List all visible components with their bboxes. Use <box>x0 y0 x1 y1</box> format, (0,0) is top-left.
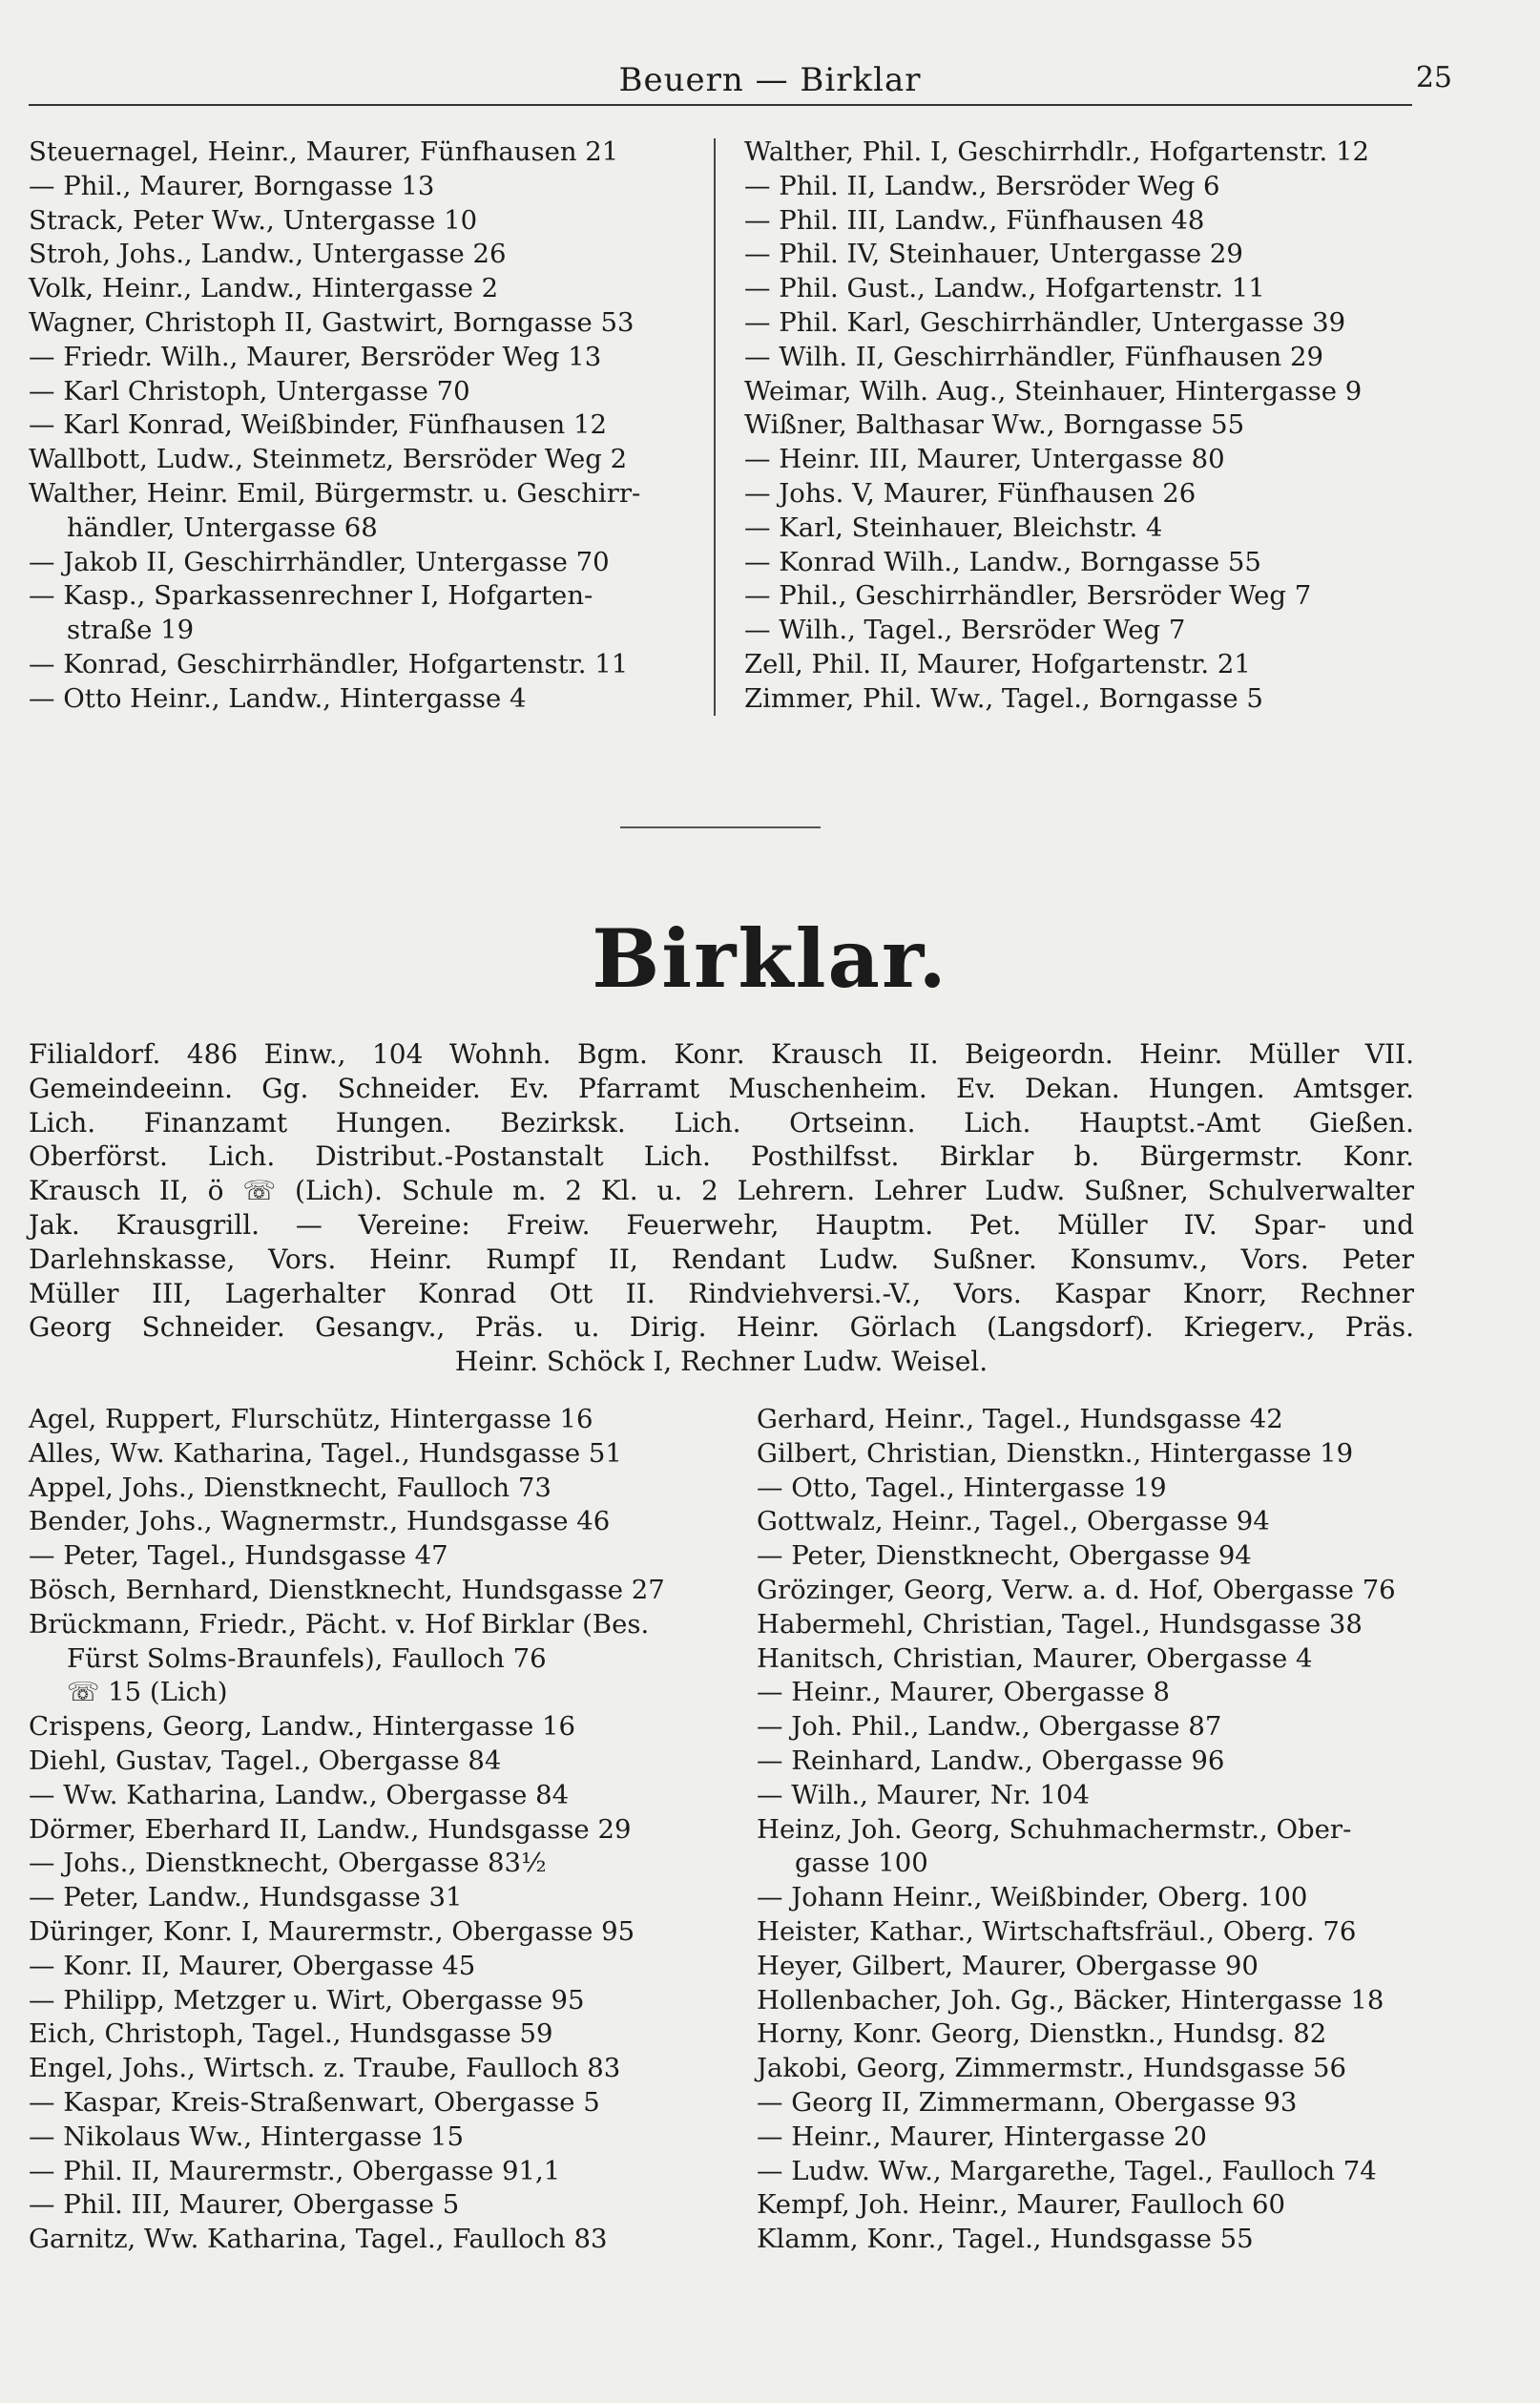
directory-entry: — Jakob II, Geschirrhändler, Untergasse 70 <box>29 546 610 577</box>
directory-entry: — Friedr. Wilh., Maurer, Bersröder Weg 13 <box>29 341 602 372</box>
section-title: Birklar. <box>592 911 948 1006</box>
directory-entry: — Georg II, Zimmermann, Obergasse 93 <box>757 2086 1298 2118</box>
directory-entry: gasse 100 <box>795 1848 928 1879</box>
directory-entry: — Otto Heinr., Landw., Hintergasse 4 <box>29 682 527 714</box>
directory-entry: Engel, Johs., Wirtsch. z. Traube, Faulloch 83 <box>29 2053 621 2084</box>
page-header <box>0 57 1540 105</box>
info-line: Filialdorf. 486 Einw., 104 Wohnh. Bgm. Konr. Krausch II. Beigeordn. Heinr. Müller VII. <box>29 1038 1414 1070</box>
directory-entry: händler, Untergasse 68 <box>67 512 378 543</box>
directory-entry: — Johann Heinr., Weißbinder, Oberg. 100 <box>757 1882 1308 1913</box>
directory-entry: — Phil. II, Maurermstr., Obergasse 91,1 <box>29 2155 561 2186</box>
directory-entry: — Heinr., Maurer, Hintergasse 20 <box>757 2121 1207 2152</box>
directory-entry: — Phil., Maurer, Borngasse 13 <box>29 170 435 201</box>
directory-entry: Wißner, Balthasar Ww., Borngasse 55 <box>744 409 1245 441</box>
directory-entry: — Joh. Phil., Landw., Obergasse 87 <box>757 1711 1222 1743</box>
info-line: Müller III, Lagerhalter Konrad Ott II. Rindviehversi.-V., Vors. Kaspar Knorr, Rechner <box>29 1277 1414 1309</box>
directory-entry: Weimar, Wilh. Aug., Steinhauer, Hintergasse 9 <box>744 375 1363 407</box>
directory-entry: Habermehl, Christian, Tagel., Hundsgasse 38 <box>757 1608 1363 1640</box>
directory-entry: — Nikolaus Ww., Hintergasse 15 <box>29 2121 465 2152</box>
section-separator <box>620 826 821 828</box>
directory-entry: — Phil. IV, Steinhauer, Untergasse 29 <box>744 239 1243 270</box>
directory-entry: Walther, Phil. I, Geschirrhdlr., Hofgartenstr. 12 <box>744 136 1370 167</box>
directory-entry: Volk, Heinr., Landw., Hintergasse 2 <box>29 273 499 304</box>
directory-entry: — Phil. II, Landw., Bersröder Weg 6 <box>744 170 1220 201</box>
directory-entry: Heister, Kathar., Wirtschaftsfräul., Oberg. 76 <box>757 1915 1357 1947</box>
top-left-column <box>29 136 711 717</box>
info-line: Oberförst. Lich. Distribut.-Postanstalt Lich. Posthilfsst. Birklar b. Bürgermstr. Konr. <box>29 1140 1414 1173</box>
directory-entry: — Johs. V, Maurer, Fünfhausen 26 <box>744 477 1197 509</box>
column-divider <box>714 138 716 716</box>
page-number: 25 <box>1415 61 1452 94</box>
directory-entry: Bösch, Bernhard, Dienstknecht, Hundsgasse 27 <box>29 1574 665 1605</box>
directory-entry: — Phil. Karl, Geschirrhändler, Untergasse 39 <box>744 306 1346 338</box>
directory-entry: — Heinr. III, Maurer, Untergasse 80 <box>744 444 1225 475</box>
info-line: Lich. Finanzamt Hungen. Bezirksk. Lich. Ortseinn. Lich. Hauptst.-Amt Gießen. <box>29 1106 1414 1139</box>
directory-entry: Horny, Konr. Georg, Dienstkn., Hundsg. 82 <box>757 2018 1327 2050</box>
directory-entry: Kempf, Joh. Heinr., Maurer, Faulloch 60 <box>757 2189 1285 2221</box>
bottom-right-column <box>757 1403 1425 2257</box>
directory-entry: Diehl, Gustav, Tagel., Obergasse 84 <box>29 1745 502 1776</box>
directory-entry: — Peter, Landw., Hundsgasse 31 <box>29 1882 463 1913</box>
header-rule <box>29 104 1412 106</box>
directory-entry: Jakobi, Georg, Zimmermstr., Hundsgasse 56 <box>757 2053 1346 2084</box>
directory-entry: — Otto, Tagel., Hintergasse 19 <box>757 1472 1167 1503</box>
directory-entry: — Phil. III, Landw., Fünfhausen 48 <box>744 204 1205 236</box>
directory-entry: Gottwalz, Heinr., Tagel., Obergasse 94 <box>757 1506 1270 1537</box>
directory-entry: Grözinger, Georg, Verw. a. d. Hof, Obergasse 76 <box>757 1574 1396 1605</box>
directory-entry: — Wilh. II, Geschirrhändler, Fünfhausen 29 <box>744 341 1324 372</box>
directory-entry: Strack, Peter Ww., Untergasse 10 <box>29 204 478 236</box>
directory-entry: — Reinhard, Landw., Obergasse 96 <box>757 1745 1225 1776</box>
directory-entry: — Ludw. Ww., Margarethe, Tagel., Faulloch 74 <box>757 2155 1377 2186</box>
directory-entry: Alles, Ww. Katharina, Tagel., Hundsgasse 51 <box>29 1437 622 1469</box>
top-right-column <box>744 136 1426 717</box>
village-info-paragraph <box>29 1037 1414 1379</box>
directory-entry: Crispens, Georg, Landw., Hintergasse 16 <box>29 1711 575 1743</box>
directory-entry: — Karl Konrad, Weißbinder, Fünfhausen 12 <box>29 409 607 441</box>
info-line: Krausch II, ö ☏ (Lich). Schule m. 2 Kl. u. 2 Lehrern. Lehrer Ludw. Sußner, Schulverwalter <box>29 1175 1414 1207</box>
directory-entry: Walther, Heinr. Emil, Bürgermstr. u. Geschirr- <box>29 477 641 509</box>
directory-entry: — Phil. Gust., Landw., Hofgartenstr. 11 <box>744 273 1265 304</box>
directory-entry: — Johs., Dienstknecht, Obergasse 83½ <box>29 1848 547 1879</box>
directory-entry: Heinz, Joh. Georg, Schuhmachermstr., Ober- <box>757 1813 1352 1845</box>
directory-entry: — Ww. Katharina, Landw., Obergasse 84 <box>29 1779 570 1810</box>
directory-entry: — Konrad, Geschirrhändler, Hofgartenstr. 11 <box>29 648 629 679</box>
directory-entry: — Wilh., Maurer, Nr. 104 <box>757 1779 1091 1810</box>
directory-entry: — Heinr., Maurer, Obergasse 8 <box>757 1677 1170 1708</box>
info-line: Gemeindeeinn. Gg. Schneider. Ev. Pfarramt Muschenheim. Ev. Dekan. Hungen. Amtsger. <box>29 1072 1414 1104</box>
directory-entry: Wagner, Christoph II, Gastwirt, Borngasse 53 <box>29 306 635 338</box>
directory-entry: — Kaspar, Kreis-Straßenwart, Obergasse 5 <box>29 2086 600 2118</box>
directory-entry: Steuernagel, Heinr., Maurer, Fünfhausen 21 <box>29 136 619 167</box>
directory-entry: Zell, Phil. II, Maurer, Hofgartenstr. 21 <box>744 648 1251 679</box>
directory-entry: — Phil., Geschirrhändler, Bersröder Weg 7 <box>744 580 1312 612</box>
directory-entry: Appel, Johs., Dienstknecht, Faulloch 73 <box>29 1472 551 1503</box>
directory-entry: Eich, Christoph, Tagel., Hundsgasse 59 <box>29 2018 553 2050</box>
directory-entry: ☏ 15 (Lich) <box>67 1677 228 1708</box>
directory-entry: Fürst Solms-Braunfels), Faulloch 76 <box>67 1642 547 1674</box>
directory-entry: — Karl Christoph, Untergasse 70 <box>29 375 470 407</box>
directory-entry: Bender, Johs., Wagnermstr., Hundsgasse 46 <box>29 1506 611 1537</box>
directory-entry: Wallbott, Ludw., Steinmetz, Bersröder Weg 2 <box>29 444 628 475</box>
directory-entry: — Wilh., Tagel., Bersröder Weg 7 <box>744 615 1186 646</box>
directory-entry: Dörmer, Eberhard II, Landw., Hundsgasse 29 <box>29 1813 632 1845</box>
directory-entry: Gilbert, Christian, Dienstkn., Hintergasse 19 <box>757 1437 1354 1469</box>
directory-entry: — Phil. III, Maurer, Obergasse 5 <box>29 2189 460 2221</box>
info-line: Heinr. Schöck I, Rechner Ludw. Weisel. <box>454 1346 989 1378</box>
directory-entry: Brückmann, Friedr., Pächt. v. Hof Birklar (Bes. <box>29 1608 650 1640</box>
directory-entry: — Peter, Dienstknecht, Obergasse 94 <box>757 1540 1252 1572</box>
info-line: Jak. Krausgrill. — Vereine: Freiw. Feuerwehr, Hauptm. Pet. Müller IV. Spar- und <box>29 1208 1414 1241</box>
directory-entry: — Peter, Tagel., Hundsgasse 47 <box>29 1540 448 1572</box>
directory-entry: — Philipp, Metzger u. Wirt, Obergasse 95 <box>29 1984 585 2016</box>
directory-entry: Heyer, Gilbert, Maurer, Obergasse 90 <box>757 1950 1259 1981</box>
directory-entry: Agel, Ruppert, Flurschütz, Hintergasse 16 <box>29 1404 593 1434</box>
info-line: Darlehnskasse, Vors. Heinr. Rumpf II, Rendant Ludw. Sußner. Konsumv., Vors. Peter <box>29 1243 1414 1275</box>
directory-entry: Zimmer, Phil. Ww., Tagel., Borngasse 5 <box>744 682 1263 714</box>
directory-entry: — Karl, Steinhauer, Bleichstr. 4 <box>744 512 1163 543</box>
directory-entry: Klamm, Konr., Tagel., Hundsgasse 55 <box>757 2224 1254 2255</box>
directory-entry: Garnitz, Ww. Katharina, Tagel., Faulloch 83 <box>29 2224 608 2255</box>
running-title: Beuern — Birklar <box>618 61 922 99</box>
directory-entry: — Konrad Wilh., Landw., Borngasse 55 <box>744 546 1261 577</box>
directory-entry: Hollenbacher, Joh. Gg., Bäcker, Hintergasse 18 <box>757 1984 1384 2016</box>
directory-entry: — Konr. II, Maurer, Obergasse 45 <box>29 1950 476 1981</box>
bottom-left-column <box>29 1403 744 2257</box>
directory-entry: Stroh, Johs., Landw., Untergasse 26 <box>29 239 507 270</box>
directory-entry: Düringer, Konr. I, Maurermstr., Obergasse 95 <box>29 1915 635 1947</box>
info-line: Georg Schneider. Gesangv., Präs. u. Dirig. Heinr. Görlach (Langsdorf). Kriegerv., Präs. <box>29 1311 1414 1344</box>
directory-entry: straße 19 <box>67 615 195 646</box>
directory-entry: — Kasp., Sparkassenrechner I, Hofgarten- <box>29 580 593 612</box>
directory-entry: Hanitsch, Christian, Maurer, Obergasse 4 <box>757 1642 1313 1674</box>
directory-entry: Gerhard, Heinr., Tagel., Hundsgasse 42 <box>757 1404 1283 1434</box>
